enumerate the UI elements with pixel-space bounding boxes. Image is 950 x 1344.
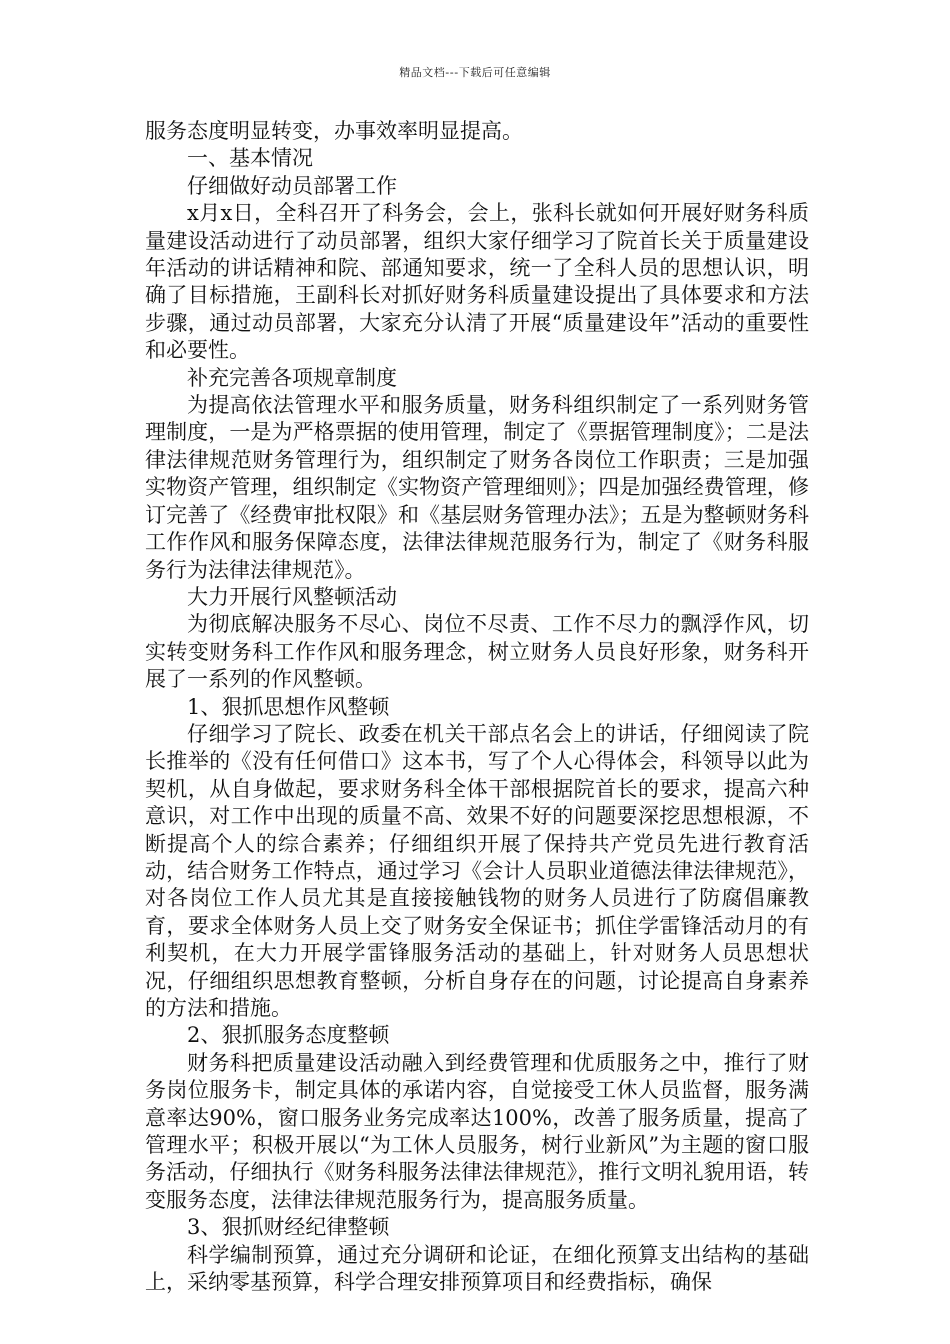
- document-body: [145, 118, 809, 1296]
- page-header: 精品文档---下载后可任意编辑: [399, 66, 551, 79]
- paragraph-financial-discipline: 科学编制预算，通过充分调研和论证，在细化预算支出结构的基础上，采纳零基预算，科学合理安排预算项目和经费指标，确保: [145, 1242, 809, 1295]
- subheading-rules: 补充完善各项规章制度: [187, 365, 397, 390]
- section-heading-basic-situation: 一、基本情况: [187, 146, 313, 171]
- subheading-style-rectification: 大力开展行风整顿活动: [187, 584, 397, 609]
- paragraph-thought-style: 仔细学习了院长、政委在机关干部点名会上的讲话，仔细阅读了院长推举的《没有任何借口》这本书，写了个人心得体会，科领导以此为契机，从自身做起，要求财务科全体干部根据院首长的要求，提高六种意识，对工作中出现的质量不高、效果不好的问题要深挖思想根源，不断提高个人的综合素养；仔细组织开展了保持共产党员先进行教育活动，结合财务工作特点，通过学习《会计人员职业道德法律法律规范》，对各岗位工作人员尤其是直接接触钱物的财务人员进行了防腐倡廉教育，要求全体财务人员上交了财务安全保证书；抓住学雷锋活动月的有利契机，在大力开展学雷锋服务活动的基础上，针对财务人员思想状况，仔细组织思想教育整顿，分析自身存在的问题，讨论提高自身素养的方法和措施。: [145, 721, 809, 1020]
- paragraph-service-attitude: 财务科把质量建设活动融入到经费管理和优质服务之中，推行了财务岗位服务卡，制定具体的承诺内容，自觉接受工休人员监督，服务满意率达90%，窗口服务业务完成率达100%，改善了服务质量，提高了管理水平；积极开展以“为工休人员服务，树行业新风”为主题的窗口服务活动，仔细执行《财务科服务法律法律规范》，推行文明礼貌用语，转变服务态度，法律法律规范服务行为，提高服务质量。: [145, 1050, 809, 1212]
- paragraph-mobilization: x月x日，全科召开了科务会，会上，张科长就如何开展好财务科质量建设活动进行了动员部署，组织大家仔细学习了院首长关于质量建设年活动的讲话精神和院、部通知要求，统一了全科人员的思想认识，明确了目标措施，王副科长对抓好财务科质量建设提出了具体要求和方法步骤，通过动员部署，大家充分认清了开展“质量建设年”活动的重要性和必要性。: [145, 201, 809, 363]
- subheading-mobilization: 仔细做好动员部署工作: [187, 173, 397, 198]
- subheading-financial-discipline: 3、狠抓财经纪律整顿: [187, 1215, 390, 1240]
- paragraph-intro: 服务态度明显转变，办事效率明显提高。: [145, 119, 523, 143]
- subheading-service-attitude: 2、狠抓服务态度整顿: [187, 1023, 390, 1048]
- paragraph-style-rectification: 为彻底解决服务不尽心、岗位不尽责、工作不尽力的飘浮作风，切实转变财务科工作作风和服务理念，树立财务人员良好形象，财务科开展了一系列的作风整顿。: [145, 612, 809, 692]
- paragraph-rules: 为提高依法管理水平和服务质量，财务科组织制定了一系列财务管理制度，一是为严格票据的使用管理，制定了《票据管理制度》；二是法律法律规范财务管理行为，组织制定了财务各岗位工作职责；三是加强实物资产管理，组织制定《实物资产管理细则》；四是加强经费管理，修订完善了《经费审批权限》和《基层财务管理办法》；五是为整顿财务科工作作风和服务保障态度，法律法律规范服务行为，制定了《财务科服务行为法律法律规范》。: [145, 393, 809, 582]
- subheading-thought-style: 1、狠抓思想作风整顿: [187, 694, 390, 719]
